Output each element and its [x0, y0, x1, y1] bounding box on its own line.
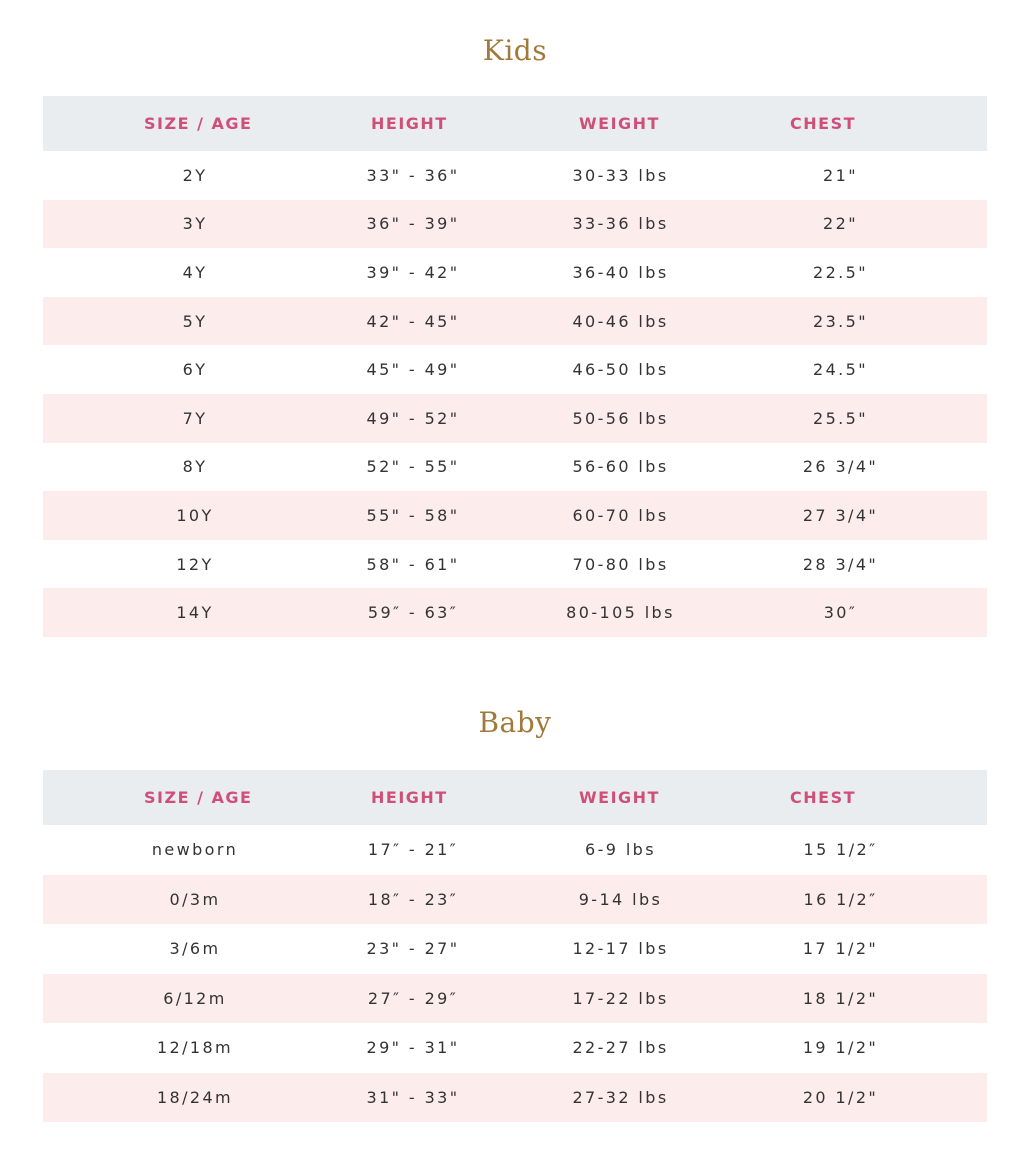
header-height: HEIGHT: [371, 114, 448, 133]
cell-chest: 28 3/4": [802, 554, 879, 574]
table-row: [43, 1023, 987, 1073]
cell-height: 49" - 52": [366, 408, 460, 428]
table-row: [43, 924, 987, 974]
header-weight: WEIGHT: [579, 788, 660, 807]
cell-size: 2Y: [182, 165, 208, 185]
cell-chest: 25.5": [813, 408, 868, 428]
cell-weight: 22-27 lbs: [572, 1038, 669, 1058]
cell-size: 18/24m: [156, 1087, 234, 1107]
cell-weight: 33-36 lbs: [572, 214, 669, 234]
table-row: [43, 248, 987, 297]
cell-height: 18″ - 23″: [367, 889, 459, 909]
cell-size: 12/18m: [156, 1038, 234, 1058]
baby-size-table: [43, 770, 987, 1122]
cell-weight: 30-33 lbs: [572, 165, 669, 185]
cell-height: 42" - 45": [366, 311, 460, 331]
table-row: [43, 491, 987, 540]
kids-section-title: Kids: [482, 34, 548, 67]
kids-size-table: [43, 96, 987, 637]
cell-height: 59″ - 63″: [367, 603, 459, 623]
cell-chest: 22.5": [813, 262, 868, 282]
header-chest: CHEST: [790, 114, 856, 133]
cell-height: 55" - 58": [366, 505, 460, 525]
cell-weight: 56-60 lbs: [572, 457, 669, 477]
cell-size: 10Y: [176, 505, 214, 525]
cell-weight: 6-9 lbs: [585, 840, 656, 860]
cell-chest: 20 1/2": [802, 1087, 879, 1107]
table-header-row: [43, 770, 987, 825]
cell-size: 6/12m: [163, 988, 227, 1008]
cell-chest: 23.5": [813, 311, 868, 331]
cell-weight: 40-46 lbs: [572, 311, 669, 331]
header-height: HEIGHT: [371, 788, 448, 807]
header-chest: CHEST: [790, 788, 856, 807]
table-row: [43, 443, 987, 492]
cell-weight: 60-70 lbs: [572, 505, 669, 525]
cell-size: 14Y: [176, 603, 214, 623]
cell-weight: 50-56 lbs: [572, 408, 669, 428]
cell-height: 45" - 49": [366, 360, 460, 380]
cell-size: 3Y: [182, 214, 208, 234]
table-row: [43, 974, 987, 1024]
cell-chest: 26 3/4": [802, 457, 879, 477]
cell-chest: 15 1/2″: [803, 840, 878, 860]
header-size-age: SIZE / AGE: [144, 114, 253, 133]
cell-chest: 30″: [823, 603, 858, 623]
cell-size: 12Y: [176, 554, 214, 574]
table-row: [43, 200, 987, 249]
cell-chest: 19 1/2": [802, 1038, 879, 1058]
table-row: [43, 825, 987, 875]
table-row: [43, 151, 987, 200]
cell-chest: 24.5": [813, 360, 868, 380]
cell-chest: 21": [823, 165, 858, 185]
cell-chest: 16 1/2″: [803, 889, 878, 909]
cell-height: 33" - 36": [366, 165, 460, 185]
cell-weight: 36-40 lbs: [572, 262, 669, 282]
table-row: [43, 297, 987, 346]
cell-weight: 9-14 lbs: [578, 889, 663, 909]
cell-chest: 18 1/2": [802, 988, 879, 1008]
cell-size: 8Y: [182, 457, 208, 477]
cell-height: 31" - 33": [366, 1087, 460, 1107]
table-header-row: [43, 96, 987, 151]
cell-size: 5Y: [182, 311, 208, 331]
cell-height: 58" - 61": [366, 554, 460, 574]
header-weight: WEIGHT: [579, 114, 660, 133]
cell-weight: 70-80 lbs: [572, 554, 669, 574]
cell-height: 17″ - 21″: [367, 840, 459, 860]
header-size-age: SIZE / AGE: [144, 788, 253, 807]
cell-size: 6Y: [182, 360, 208, 380]
cell-weight: 27-32 lbs: [572, 1087, 669, 1107]
cell-height: 29" - 31": [366, 1038, 460, 1058]
cell-height: 27″ - 29″: [367, 988, 459, 1008]
cell-height: 23" - 27": [366, 939, 460, 959]
cell-height: 36" - 39": [366, 214, 460, 234]
table-row: [43, 588, 987, 637]
cell-size: 4Y: [182, 262, 208, 282]
cell-weight: 12-17 lbs: [572, 939, 669, 959]
cell-size: 0/3m: [169, 889, 221, 909]
table-row: [43, 875, 987, 925]
table-row: [43, 394, 987, 443]
cell-size: newborn: [151, 840, 239, 860]
cell-size: 7Y: [182, 408, 208, 428]
table-row: [43, 1073, 987, 1123]
cell-weight: 46-50 lbs: [572, 360, 669, 380]
baby-section-title: Baby: [478, 706, 552, 739]
cell-height: 39" - 42": [366, 262, 460, 282]
cell-height: 52" - 55": [366, 457, 460, 477]
cell-size: 3/6m: [169, 939, 221, 959]
table-row: [43, 540, 987, 589]
cell-chest: 17 1/2": [802, 939, 879, 959]
cell-weight: 80-105 lbs: [566, 603, 675, 623]
cell-weight: 17-22 lbs: [572, 988, 669, 1008]
table-row: [43, 345, 987, 394]
cell-chest: 27 3/4": [802, 505, 879, 525]
cell-chest: 22": [823, 214, 858, 234]
